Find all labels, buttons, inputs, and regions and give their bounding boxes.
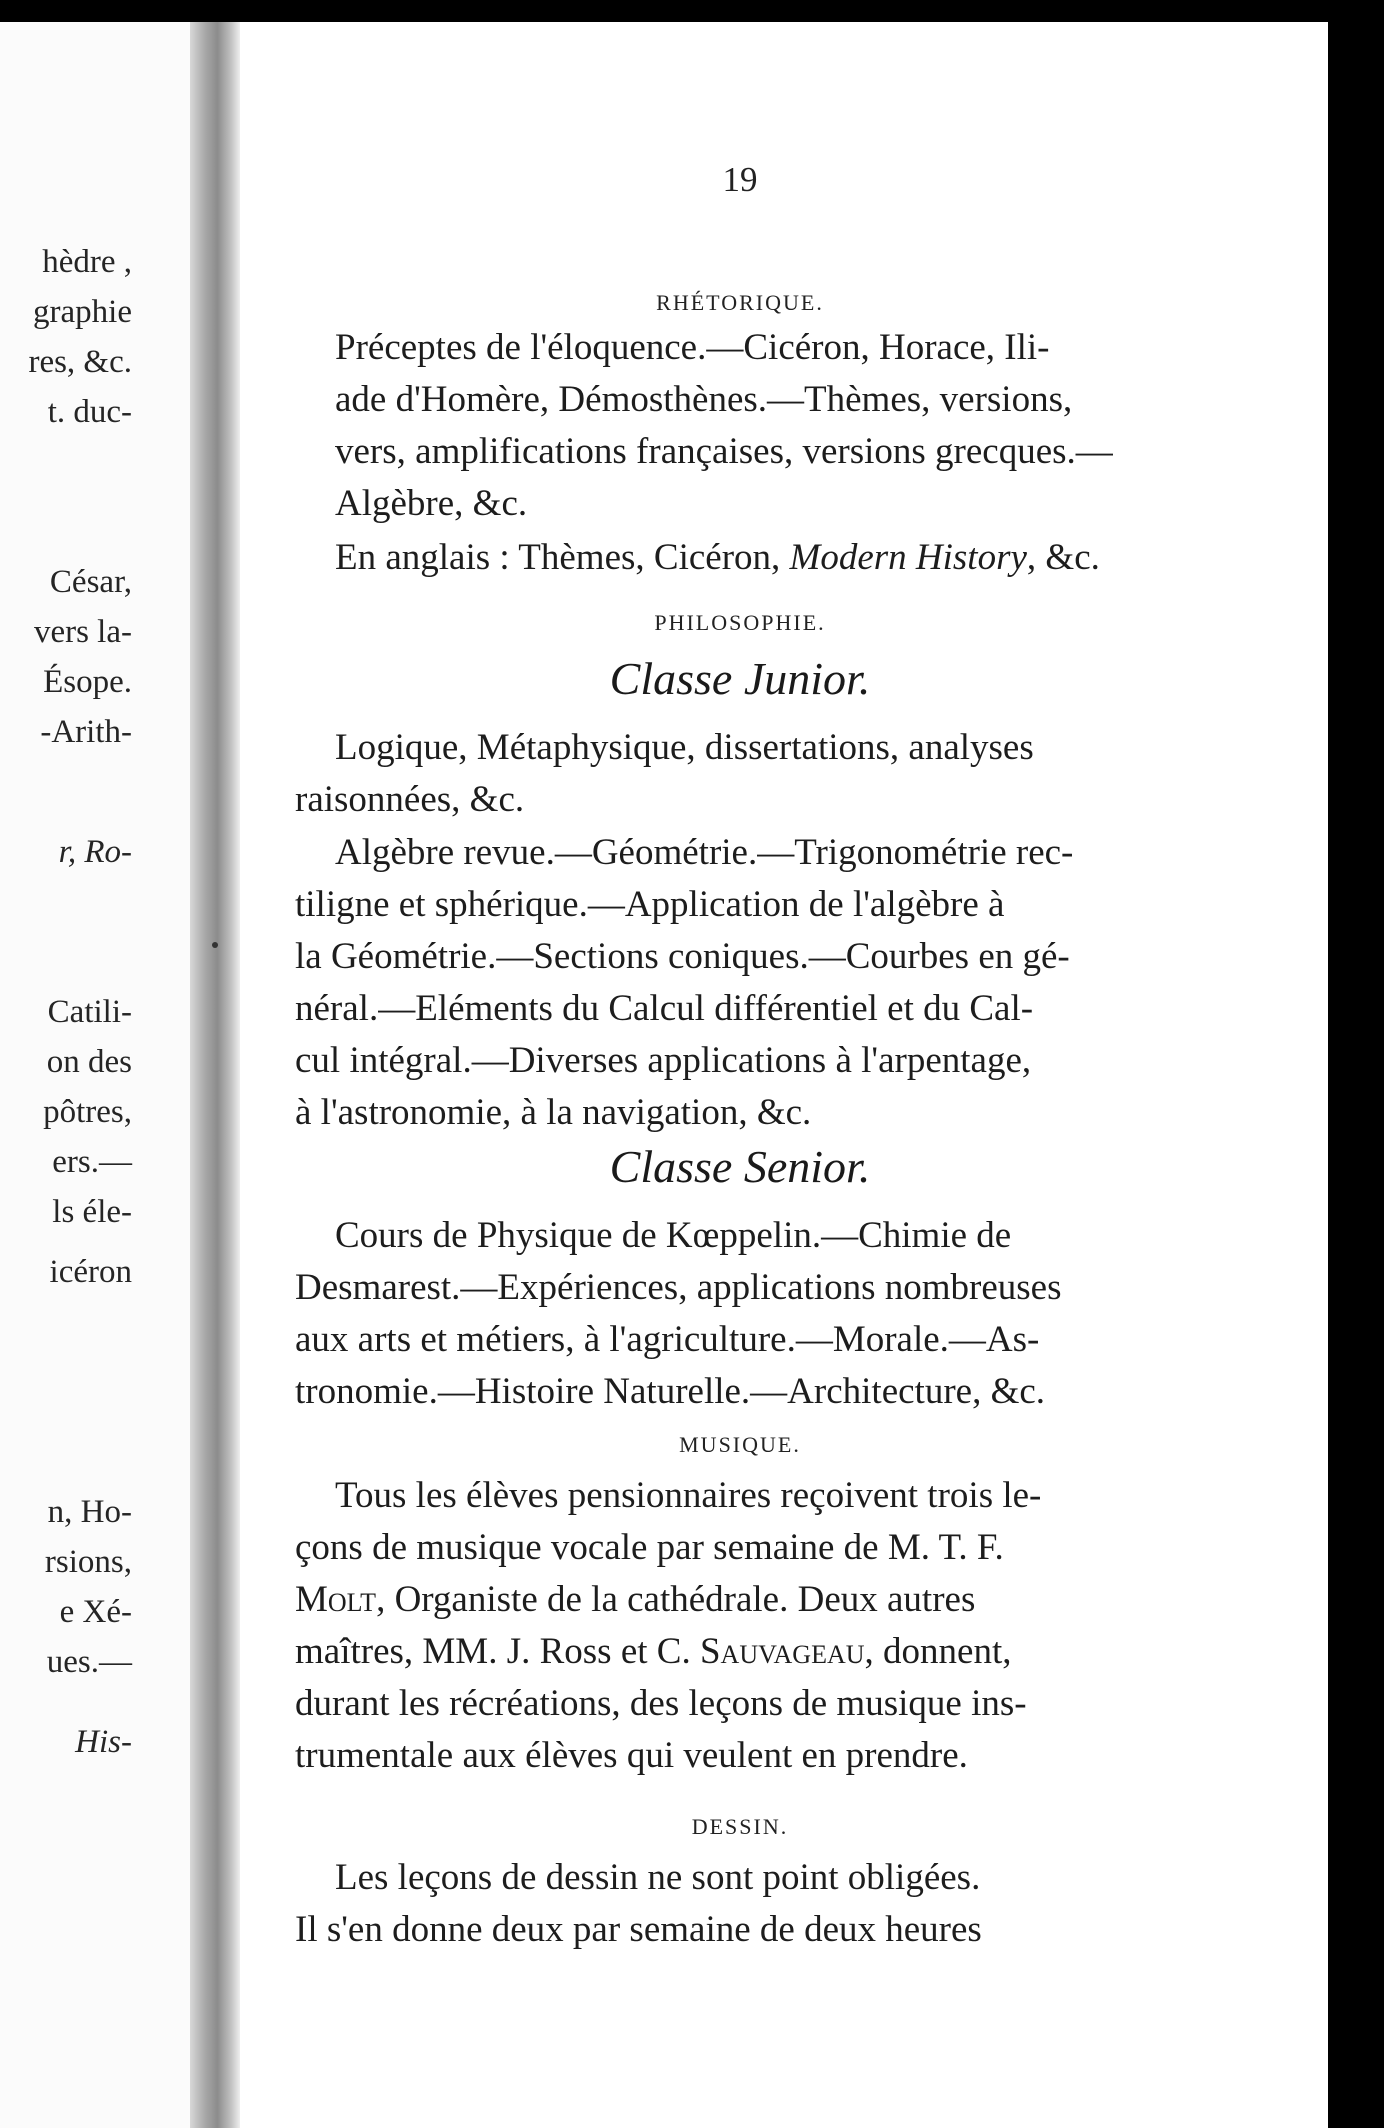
text-segment: En anglais : Thèmes, Cicéron, <box>335 537 790 578</box>
left-page-line: César, <box>49 564 132 600</box>
left-page-line: ls éle- <box>52 1194 132 1230</box>
rhetorique-para2 <box>295 532 1268 584</box>
text-line: trumentale aux élèves qui veulent en prendre. <box>295 1735 968 1776</box>
text-line: Desmarest.—Expériences, applications nombreuses <box>295 1267 1062 1308</box>
left-page-line: His- <box>75 1724 132 1760</box>
left-page-line: icéron <box>49 1254 132 1290</box>
text-line: Algèbre revue.—Géométrie.—Trigonométrie rec- <box>335 832 1074 873</box>
name-molt: Molt <box>295 1579 377 1620</box>
text-line: Tous les élèves pensionnaires reçoivent trois le- <box>335 1475 1042 1516</box>
text-line: durant les récréations, des leçons de musique ins- <box>295 1683 1027 1724</box>
text-line <box>295 1574 1268 1626</box>
left-page-line: r, Ro- <box>58 834 132 870</box>
text-segment: , &c. <box>1026 537 1100 578</box>
text-line <box>295 1626 1268 1678</box>
text-line: la Géométrie.—Sections coniques.—Courbes en gé- <box>295 936 1070 977</box>
text-line: Préceptes de l'éloquence.—Cicéron, Horace, Ili- <box>335 327 1050 368</box>
left-page-line: e Xé- <box>59 1594 132 1630</box>
text-line: néral.—Eléments du Calcul différentiel et du Cal- <box>295 988 1034 1029</box>
text-line: tiligne et sphérique.—Application de l'algèbre à <box>295 884 1005 925</box>
left-page-line: t. duc- <box>47 394 132 430</box>
left-page-line: Catili- <box>47 994 132 1030</box>
text-line: Il s'en donne deux par semaine de deux heures <box>295 1909 982 1950</box>
rhetorique-para1 <box>295 322 1268 530</box>
scan-border-top <box>0 0 1384 22</box>
heading-dessin: DESSIN. <box>691 1814 789 1839</box>
text-segment: , Organiste de la cathédrale. Deux autres <box>376 1579 976 1620</box>
text-line: aux arts et métiers, à l'agriculture.—Morale.—As- <box>295 1319 1040 1360</box>
left-page-line: hèdre , <box>42 244 132 280</box>
page-number: 19 <box>722 160 758 199</box>
text-line: Logique, Métaphysique, dissertations, analyses <box>335 727 1034 768</box>
heading-classe-senior: Classe Senior. <box>609 1141 871 1192</box>
text-line: ade d'Homère, Démosthènes.—Thèmes, versions, <box>335 379 1073 420</box>
text-line: Algèbre, &c. <box>335 483 528 524</box>
left-page-line: rsions, <box>44 1544 132 1580</box>
left-page-line: ues.— <box>46 1644 132 1680</box>
dessin-para <box>295 1852 1268 1956</box>
heading-rhetorique: RHÉTORIQUE. <box>656 290 824 315</box>
text-line: raisonnées, &c. <box>295 779 525 820</box>
left-page-line: pôtres, <box>43 1094 132 1130</box>
scan-border-right <box>1328 0 1384 2128</box>
heading-classe-junior: Classe Junior. <box>609 653 871 704</box>
junior-para1 <box>295 722 1268 826</box>
left-page-line: ers.— <box>52 1144 132 1180</box>
text-line: Cours de Physique de Kœppelin.—Chimie de <box>335 1215 1012 1256</box>
text-segment: , donnent, <box>864 1631 1012 1672</box>
text-line: Les leçons de dessin ne sont point obligées. <box>335 1857 981 1898</box>
left-page-line: vers la- <box>33 614 132 650</box>
text-segment: maîtres, MM. J. Ross et C. <box>295 1631 700 1672</box>
heading-philosophie: PHILOSOPHIE. <box>654 610 826 635</box>
name-sauvageau: Sauvageau <box>699 1631 865 1672</box>
text-segment-italic: Modern History <box>789 537 1027 578</box>
scan-speck <box>212 942 218 948</box>
text-line: à l'astronomie, à la navigation, &c. <box>295 1092 812 1133</box>
senior-para <box>295 1210 1268 1418</box>
text-line: çons de musique vocale par semaine de M. T. F. <box>295 1527 1004 1568</box>
musique-para <box>295 1470 1268 1782</box>
text-line: cul intégral.—Diverses applications à l'arpentage, <box>295 1040 1032 1081</box>
left-page-fragment <box>0 22 190 2128</box>
left-page-line: res, &c. <box>28 344 132 380</box>
book-gutter <box>190 22 240 2128</box>
junior-para2 <box>295 827 1268 1139</box>
left-page-line: graphie <box>33 294 132 330</box>
heading-musique: MUSIQUE. <box>679 1432 801 1457</box>
text-line: vers, amplifications françaises, versions grecques.— <box>335 431 1113 472</box>
left-page-line: Ésope. <box>43 664 132 700</box>
left-page-line: n, Ho- <box>47 1494 132 1530</box>
left-page-line: on des <box>46 1044 132 1080</box>
left-page-line: -Arith- <box>40 714 132 750</box>
main-page <box>240 22 1328 2128</box>
text-line: tronomie.—Histoire Naturelle.—Architecture, &c. <box>295 1371 1046 1412</box>
